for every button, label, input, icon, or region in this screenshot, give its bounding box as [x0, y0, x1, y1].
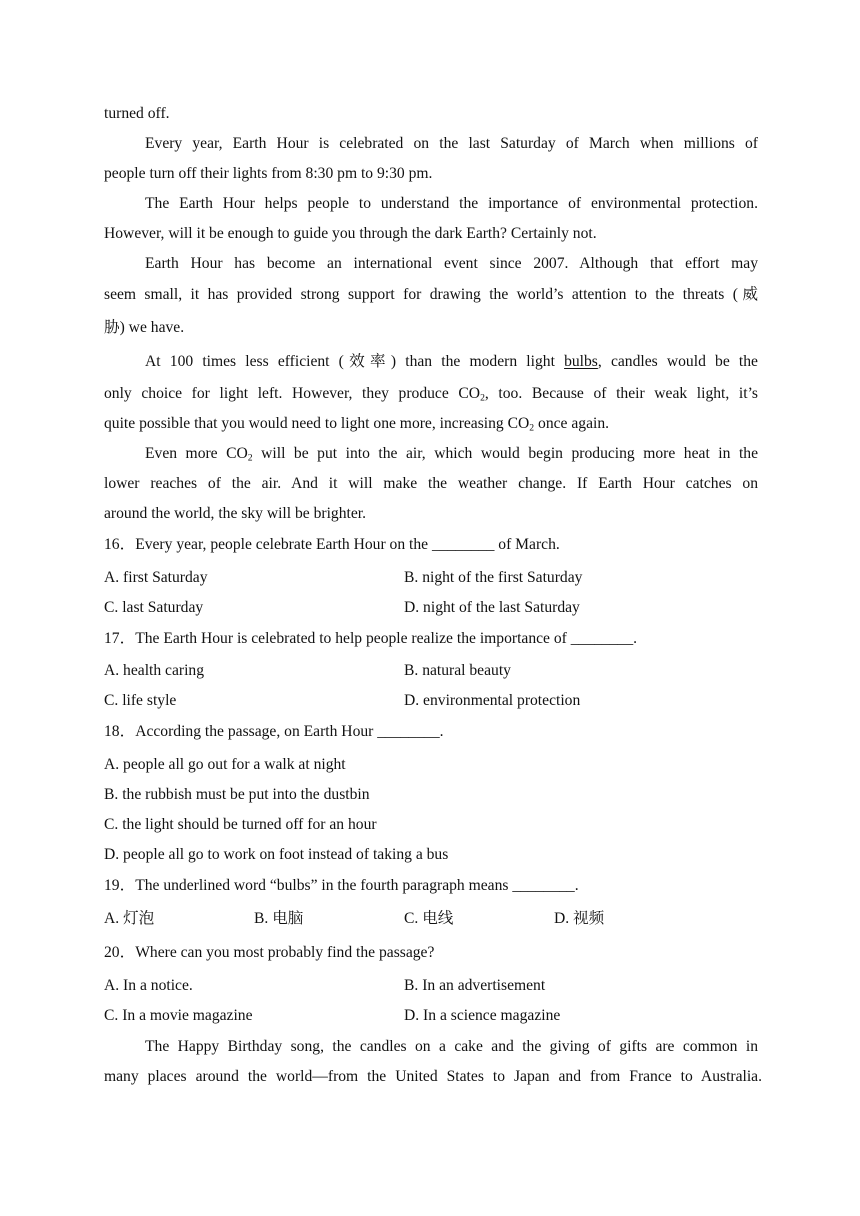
question-19-option-c: C. 电线 — [404, 910, 454, 927]
question-19-option-a: A. 灯泡 — [104, 910, 155, 927]
question-19-option-d: D. 视频 — [554, 910, 605, 927]
paragraph-4-line-1: At 100 times less efficient (效率) than the modern light bulbs, candles would be the — [145, 353, 758, 370]
paragraph-5-line-1: Even more $CO_2$ will be put into the air, which would begin producing more heat in the — [145, 445, 759, 464]
question-18-option-d: D. people all go to work on foot instead of taking a bus — [104, 846, 449, 863]
question-17-option-b: B. natural beauty — [404, 662, 511, 679]
question-17-option-a: A. health caring — [104, 662, 205, 679]
question-16-option-a: A. first Saturday — [104, 569, 208, 586]
next-passage-line-2: many places around the world—from the United States to Japan and from France to Australia. — [104, 1068, 762, 1085]
next-passage-line-1: The Happy Birthday song, the candles on a cake and the giving of gifts are common in — [145, 1038, 758, 1055]
paragraph-2-line-1: The Earth Hour helps people to understand the importance of environmental protection. — [145, 195, 758, 212]
question-18-option-b: B. the rubbish must be put into the dustbin — [104, 786, 370, 803]
paragraph-2-line-2: However, will it be enough to guide you through the dark Earth? Certainly not. — [104, 225, 597, 242]
paragraph-3-line-3: 胁) we have. — [104, 319, 185, 336]
paragraph-3-line-1: Earth Hour has become an international event since 2007. Although that effort may — [145, 255, 758, 272]
question-17-stem: 17．The Earth Hour is celebrated to help people realize the importance of ________. — [104, 630, 638, 647]
underlined-word-bulbs: bulbs — [564, 353, 598, 370]
question-16-option-b: B. night of the first Saturday — [404, 569, 583, 586]
paragraph-5-line-2: lower reaches of the air. And it will make the weather change. If Earth Hour catches on — [104, 475, 758, 492]
question-18-option-a: A. people all go out for a walk at night — [104, 756, 346, 773]
question-20-option-c: C. In a movie magazine — [104, 1007, 253, 1024]
question-18-stem: 18．According the passage, on Earth Hour ________. — [104, 723, 444, 740]
paragraph-5-line-3: around the world, the sky will be brighter. — [104, 505, 367, 522]
question-19-option-b: B. 电脑 — [254, 910, 304, 927]
question-17-option-d: D. environmental protection — [404, 692, 581, 709]
paragraph-tail: turned off. — [104, 105, 170, 122]
question-20-option-b: B. In an advertisement — [404, 977, 546, 994]
question-16-stem: 16．Every year, people celebrate Earth Hour on the ________ of March. — [104, 536, 560, 553]
question-19-stem: 19．The underlined word “bulbs” in the fourth paragraph means ________. — [104, 877, 579, 894]
paragraph-1-line-2: people turn off their lights from 8:30 pm to 9:30 pm. — [104, 165, 433, 182]
paragraph-4-line-2: only choice for light left. However, they produce $CO_2$, too. Because of their weak light, it’s — [104, 385, 758, 404]
question-18-option-c: C. the light should be turned off for an hour — [104, 816, 377, 833]
question-20-option-d: D. In a science magazine — [404, 1007, 561, 1024]
paragraph-4-line-3: quite possible that you would need to light one more, increasing $CO_2$ once again. — [104, 415, 610, 434]
question-16-option-c: C. last Saturday — [104, 599, 204, 616]
paragraph-1-line-1: Every year, Earth Hour is celebrated on the last Saturday of March when millions of — [145, 135, 758, 152]
question-17-option-c: C. life style — [104, 692, 177, 709]
question-20-stem: 20．Where can you most probably find the passage? — [104, 944, 435, 961]
question-20-option-a: A. In a notice. — [104, 977, 193, 994]
question-16-option-d: D. night of the last Saturday — [404, 599, 580, 616]
paragraph-3-line-2: seem small, it has provided strong support for drawing the world’s attention to the threats (威 — [104, 286, 758, 303]
